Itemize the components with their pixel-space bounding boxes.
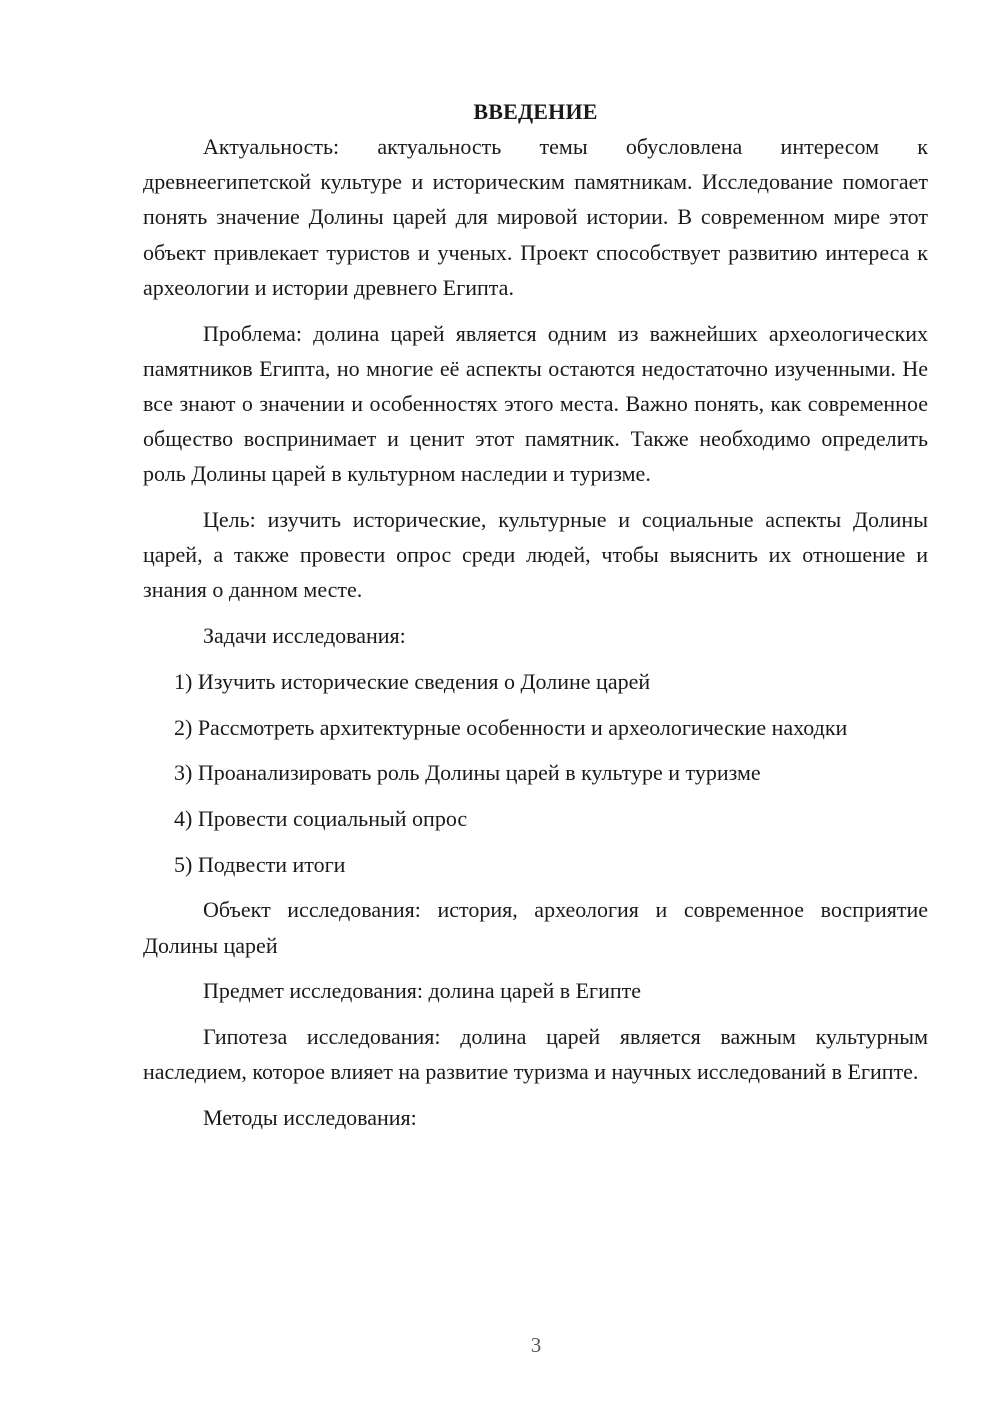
task-item: 5) Подвести итоги (174, 851, 346, 877)
task-item: 1) Изучить исторические сведения о Долине царей (174, 668, 651, 694)
page-content (143, 94, 928, 1135)
goal-paragraph: Цель: изучить исторические, культурные и социальные аспекты Долины царей, а также провести опрос среди людей, чтобы выяснить их отношение и знания о данном месте. (143, 507, 928, 603)
section-title: ВВЕДЕНИЕ (473, 99, 598, 124)
subject-paragraph: Предмет исследования: долина царей в Египте (203, 978, 641, 1004)
task-item: 3) Проанализировать роль Долины царей в культуре и туризме (174, 760, 761, 786)
methods-heading: Методы исследования: (203, 1104, 417, 1130)
task-item: 4) Провести социальный опрос (174, 805, 468, 831)
tasks-heading: Задачи исследования: (203, 623, 406, 649)
hypothesis-paragraph: Гипотеза исследования: долина царей является важным культурным наследием, которое влияет на развитие туризма и научных исследований в Египте. (143, 1023, 928, 1085)
page-number: 3 (530, 1333, 542, 1357)
object-paragraph: Объект исследования: история, археология и современное восприятие Долины царей (143, 897, 928, 958)
relevance-paragraph: Актуальность: актуальность темы обусловлена интересом к древнеегипетской культуре и историческим памятникам. Исследование помогает понять значение Долины царей для мировой истории. В современном мире этот объект привлекает туристов и ученых. Проект способствует развитию интереса к археологии и истории древнего Египта. (143, 134, 928, 300)
task-item: 2) Рассмотреть архитектурные особенности и археологические находки (174, 714, 848, 740)
problem-paragraph: Проблема: долина царей является одним из важнейших археологических памятников Египта, но многие её аспекты остаются недостаточно изученными. Не все знают о значении и особенностях этого места. Важно понять, как современное общество воспринимает и ценит этот памятник. Также необходимо определить роль Долины царей в культурном наследии и туризме. (143, 320, 928, 487)
